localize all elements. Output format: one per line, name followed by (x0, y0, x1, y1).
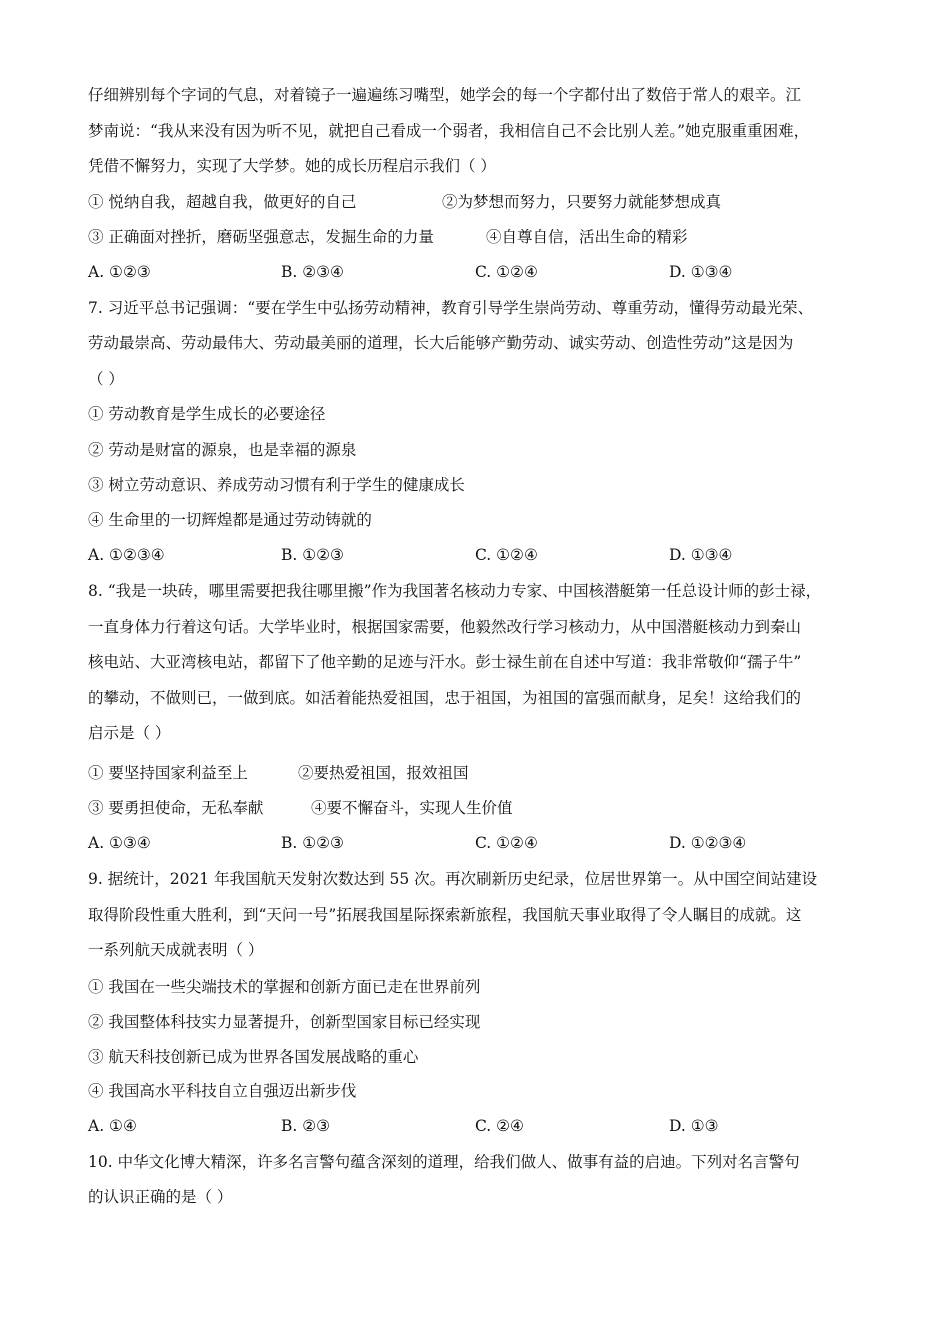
q7-option-c[interactable]: C. ①②④ (475, 546, 538, 564)
q8-statement: ②要热爱祖国，报效祖国 (298, 764, 469, 782)
q8-text-line: 8. “我是一块砖，哪里需要把我往哪里搬”作为我国著名核动力专家、中国核潜艇第一任总设计师的彭士禄， (88, 582, 822, 600)
q8-statement-row (88, 797, 868, 819)
q7-option-a[interactable]: A. ①②③④ (88, 546, 165, 564)
q8-statement: ③ 要勇担使命，无私奉献 (88, 799, 264, 817)
q7-option-b[interactable]: B. ①②③ (281, 546, 344, 564)
q8-option-c[interactable]: C. ①②④ (475, 834, 538, 852)
q9-text-line: 一系列航天成就表明（ ） (88, 941, 264, 959)
q6-option-a[interactable]: A. ①②③ (88, 263, 151, 281)
q7-text-line: 7. 习近平总书记强调：“要在学生中弘扬劳动精神，教育引导学生崇尚劳动、尊重劳动，懂得劳动最光荣、 (88, 299, 814, 317)
q9-options (88, 1115, 868, 1137)
q6-option-d[interactable]: D. ①③④ (669, 263, 733, 281)
q6-option-c[interactable]: C. ①②④ (475, 263, 538, 281)
q7-options (88, 544, 868, 566)
q6-statement-row (88, 226, 868, 248)
q7-statement: ④ 生命里的一切辉煌都是通过劳动铸就的 (88, 511, 372, 529)
q9-statement: ③ 航天科技创新已成为世界各国发展战略的重心 (88, 1048, 419, 1066)
q9-option-a[interactable]: A. ①④ (88, 1117, 137, 1135)
q10-text-line: 的认识正确的是（ ） (88, 1188, 233, 1206)
q7-statement: ③ 树立劳动意识、养成劳动习惯有利于学生的健康成长 (88, 476, 465, 494)
q7-statement: ① 劳动教育是学生成长的必要途径 (88, 405, 326, 423)
q6-statement: ③ 正确面对挫折，磨砺坚强意志，发掘生命的力量 (88, 228, 434, 246)
q8-option-b[interactable]: B. ①②③ (281, 834, 344, 852)
q8-text-line: 启示是（ ） (88, 724, 171, 742)
q8-text-line: 一直身体力行着这句话。大学毕业时，根据国家需要，他毅然改行学习核动力，从中国潜艇核动力到秦山 (88, 618, 802, 636)
q10-text-line: 10. 中华文化博大精深，许多名言警句蕴含深刻的道理，给我们做人、做事有益的启迪。下列对名言警句 (88, 1153, 800, 1171)
q6-options (88, 261, 868, 283)
q8-option-a[interactable]: A. ①③④ (88, 834, 151, 852)
q6-option-b[interactable]: B. ②③④ (281, 263, 344, 281)
q9-option-c[interactable]: C. ②④ (475, 1117, 524, 1135)
q8-text-line: 核电站、大亚湾核电站，都留下了他辛勤的足迹与汗水。彭士禄生前在自述中写道：我非常敬仰“孺子牛” (88, 653, 802, 671)
q9-text-line: 9. 据统计，2021 年我国航天发射次数达到 55 次。再次刷新历史纪录，位居世界第一。从中国空间站建设 (88, 870, 818, 888)
q6-text-line: 凭借不懈努力，实现了大学梦。她的成长历程启示我们（ ） (88, 157, 496, 175)
q9-option-d[interactable]: D. ①③ (669, 1117, 719, 1135)
q7-statement: ② 劳动是财富的源泉，也是幸福的源泉 (88, 441, 357, 459)
q8-statement-row (88, 762, 868, 784)
q7-text-line: 劳动最崇高、劳动最伟大、劳动最美丽的道理，长大后能够产勤劳动、诚实劳动、创造性劳动”这是因为 (88, 334, 794, 352)
q6-statement: ②为梦想而努力，只要努力就能梦想成真 (442, 193, 722, 211)
q9-statement: ④ 我国高水平科技自立自强迈出新步伐 (88, 1082, 357, 1100)
q9-option-b[interactable]: B. ②③ (281, 1117, 331, 1135)
q6-text-line: 仔细辨别每个字词的气息，对着镜子一遍遍练习嘴型，她学会的每一个字都付出了数倍于常人的艰辛。江 (88, 86, 802, 104)
q6-statement: ④自尊自信，活出生命的精彩 (486, 228, 688, 246)
q6-statement: ① 悦纳自我，超越自我，做更好的自己 (88, 193, 357, 211)
q8-text-line: 的攀动，不做则已，一做到底。如活着能热爱祖国，忠于祖国，为祖国的富强而献身，足矣！这给我们的 (88, 689, 802, 707)
q7-option-d[interactable]: D. ①③④ (669, 546, 733, 564)
q8-statement: ① 要坚持国家利益至上 (88, 764, 248, 782)
q9-text-line: 取得阶段性重大胜利，到“天问一号”拓展我国星际探索新旅程，我国航天事业取得了令人瞩目的成就。这 (88, 906, 802, 924)
q9-statement: ① 我国在一些尖端技术的掌握和创新方面已走在世界前列 (88, 978, 481, 996)
q9-statement: ② 我国整体科技实力显著提升，创新型国家目标已经实现 (88, 1013, 481, 1031)
q6-text-line: 梦南说：“我从来没有因为听不见，就把自己看成一个弱者，我相信自己不会比别人差。”她克服重重困难， (88, 122, 810, 140)
q8-option-d[interactable]: D. ①②③④ (669, 834, 747, 852)
q8-statement: ④要不懈奋斗，实现人生价值 (311, 799, 513, 817)
q8-options (88, 832, 868, 854)
q6-statement-row (88, 191, 868, 213)
q7-text-line: （ ） (88, 370, 124, 388)
